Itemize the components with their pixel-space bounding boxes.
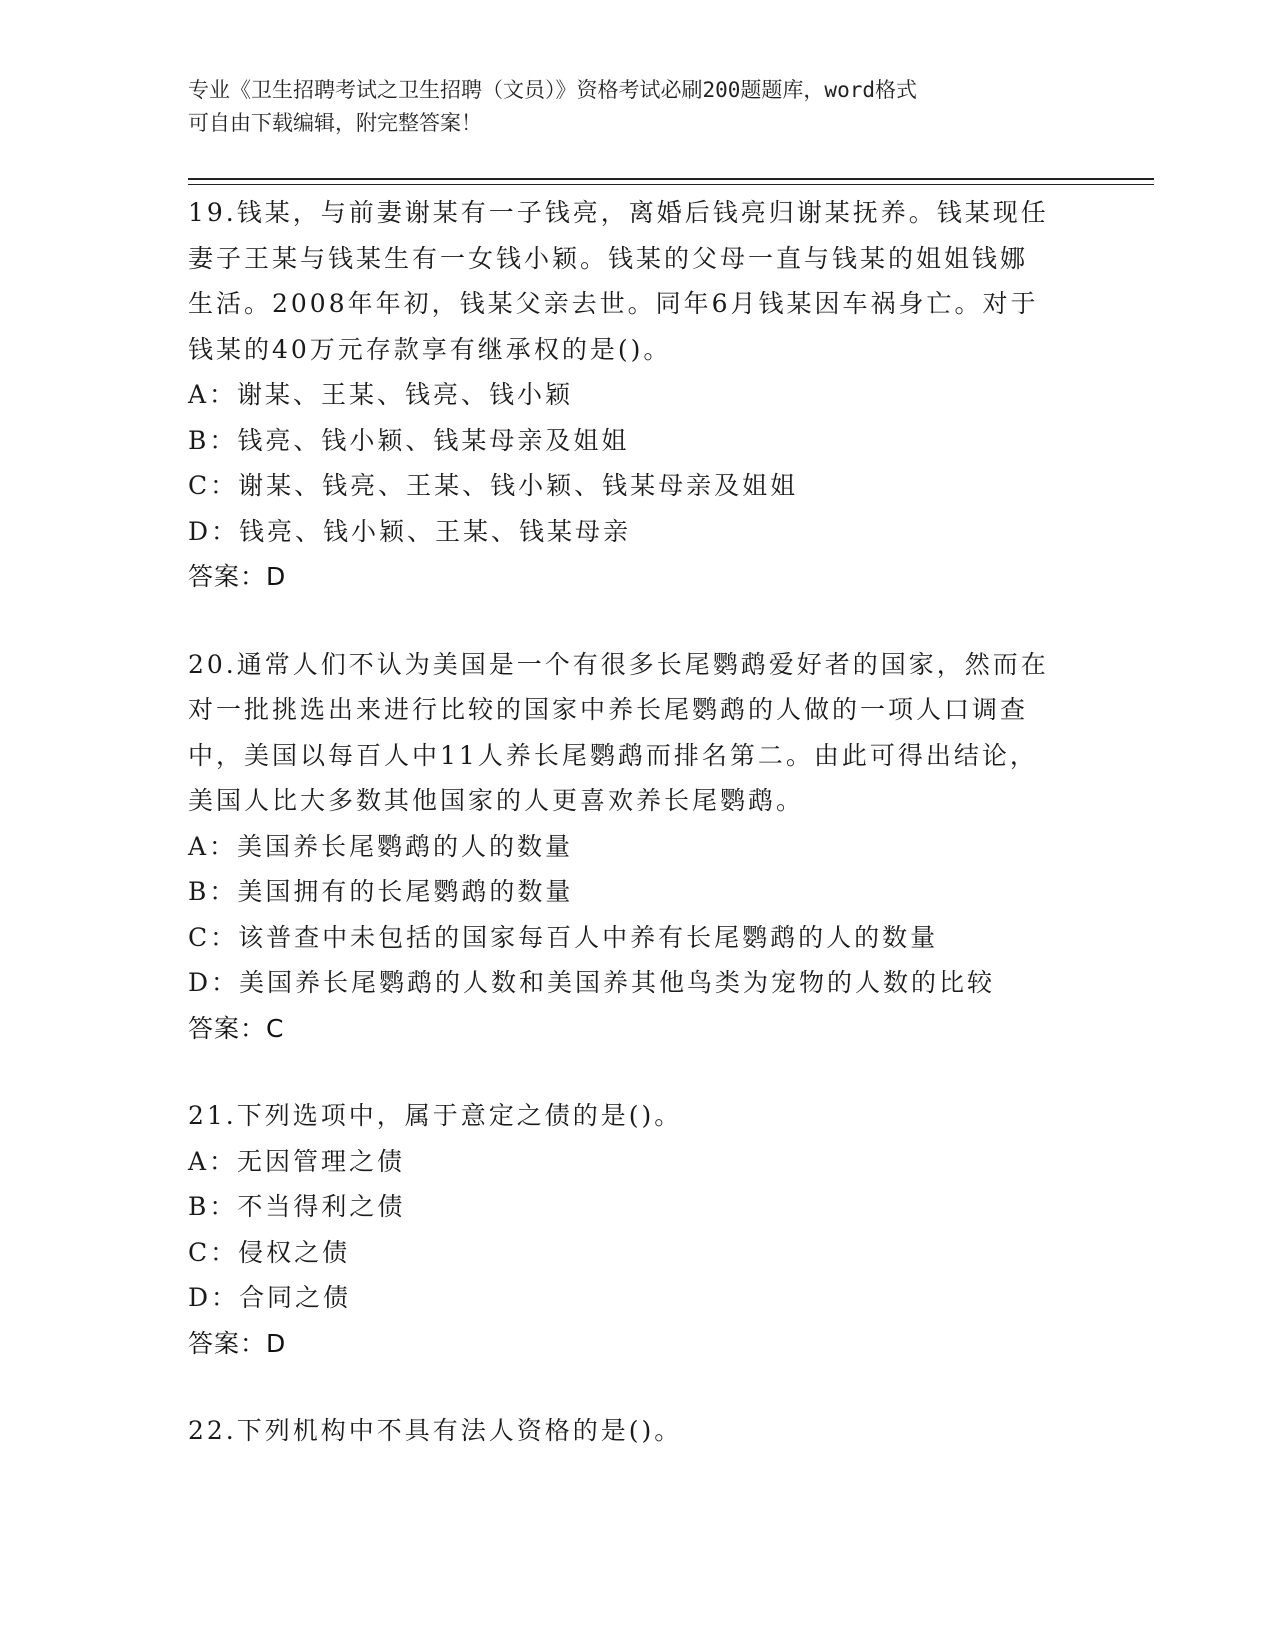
option-c: C：谢某、钱亮、王某、钱小颖、钱某母亲及姐姐 — [188, 471, 799, 500]
option-b: B：钱亮、钱小颖、钱某母亲及姐姐 — [188, 425, 630, 455]
option-c: C：侵权之债 — [188, 1237, 351, 1267]
question-20 — [188, 642, 1088, 1052]
option-a: A：谢某、王某、钱亮、钱小颖 — [188, 380, 574, 409]
question-stem-line: 22.下列机构中不具有法人资格的是()。 — [188, 1416, 683, 1445]
question-stem-line: 21.下列选项中，属于意定之债的是()。 — [188, 1101, 683, 1130]
header-line-2: 可自由下载编辑，附完整答案！ — [188, 111, 482, 135]
question-stem-line: 美国人比大多数其他国家的人更喜欢养长尾鹦鹉。 — [188, 786, 805, 815]
option-d: D：钱亮、钱小颖、王某、钱某母亲 — [188, 516, 632, 546]
question-19 — [188, 190, 1088, 600]
answer-line: 答案：C — [188, 1013, 285, 1043]
question-21 — [188, 1093, 1088, 1366]
header-divider-thin — [188, 184, 1154, 185]
header-line-1: 专业《卫生招聘考试之卫生招聘（文员）》资格考试必刷200题题库，word格式 — [188, 78, 917, 102]
option-c: C：该普查中未包括的国家每百人中养有长尾鹦鹉的人的数量 — [188, 922, 939, 952]
question-stem-line: 中，美国以每百人中11人养长尾鹦鹉而排名第二。由此可得出结论， — [188, 740, 1038, 770]
question-stem-line: 对一批挑选出来进行比较的国家中养长尾鹦鹉的人做的一项人口调查 — [188, 695, 1029, 724]
option-d: D：美国养长尾鹦鹉的人数和美国养其他鸟类为宠物的人数的比较 — [188, 968, 996, 997]
question-list — [188, 190, 1088, 1496]
answer-line: 答案：D — [188, 1328, 287, 1358]
question-stem-line: 20.通常人们不认为美国是一个有很多长尾鹦鹉爱好者的国家，然而在 — [188, 649, 1049, 679]
question-stem-line: 生活。2008年年初，钱某父亲去世。同年6月钱某因车祸身亡。对于 — [188, 289, 1039, 318]
question-22 — [188, 1408, 1088, 1454]
option-a: A：美国养长尾鹦鹉的人的数量 — [188, 831, 574, 861]
question-stem-line: 妻子王某与钱某生有一女钱小颖。钱某的父母一直与钱某的姐姐钱娜 — [188, 243, 1029, 273]
option-b: B：美国拥有的长尾鹦鹉的数量 — [188, 877, 574, 906]
question-stem-line: 19.钱某，与前妻谢某有一子钱亮，离婚后钱亮归谢某抚养。钱某现任 — [188, 198, 1049, 227]
header-divider-thick — [188, 178, 1154, 180]
document-header — [188, 74, 1068, 140]
question-stem-line: 钱某的40万元存款享有继承权的是()。 — [188, 334, 672, 364]
option-a: A：无因管理之债 — [188, 1146, 406, 1176]
answer-line: 答案：D — [188, 562, 287, 591]
option-b: B：不当得利之债 — [188, 1192, 406, 1221]
option-d: D：合同之债 — [188, 1283, 352, 1312]
